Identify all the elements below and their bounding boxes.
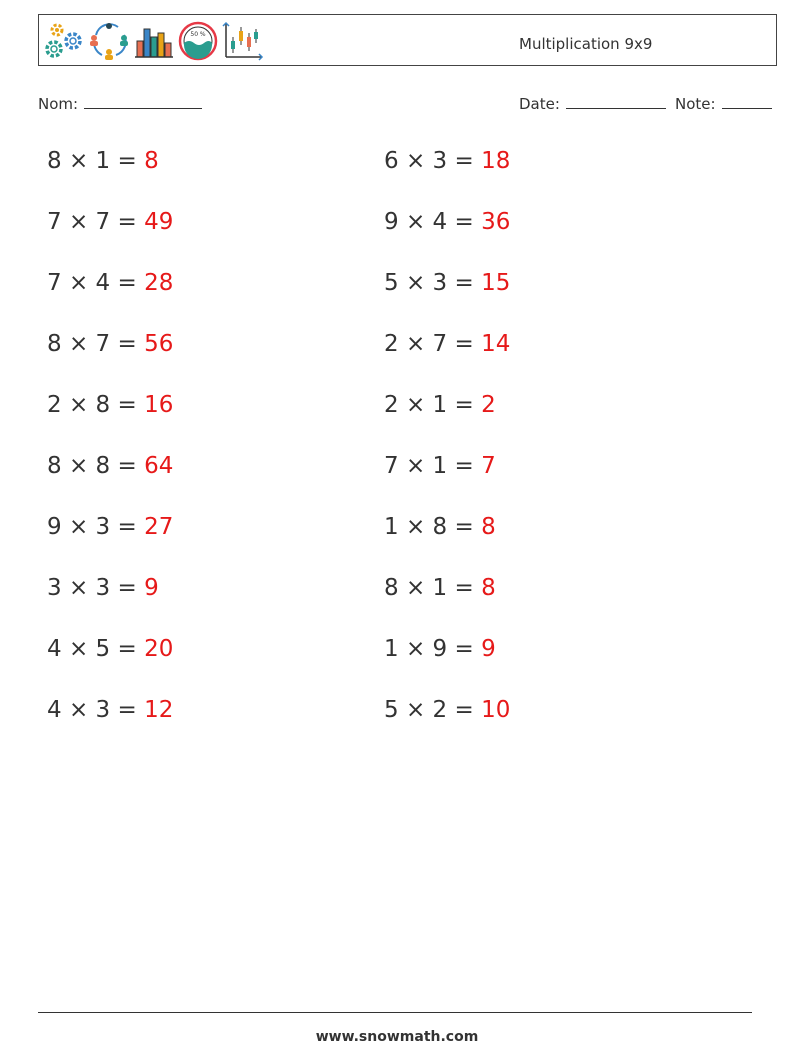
problem-question: 1 × 9 =	[384, 636, 482, 662]
problem-question: 8 × 1 =	[384, 575, 482, 601]
problem-question: 6 × 3 =	[384, 148, 482, 174]
name-blank[interactable]	[84, 94, 202, 109]
problem-question: 7 × 1 =	[384, 453, 482, 479]
problem-question: 8 × 1 =	[47, 148, 145, 174]
problem-question: 2 × 7 =	[384, 331, 482, 357]
header-icons	[44, 21, 264, 61]
problem-answer: 10	[481, 697, 511, 723]
problem-left-2	[47, 209, 173, 235]
gears-icon	[44, 21, 84, 61]
problem-right-9	[384, 636, 496, 662]
problem-answer: 20	[144, 636, 174, 662]
problem-question: 1 × 8 =	[384, 514, 482, 540]
problem-question: 8 × 8 =	[47, 453, 145, 479]
problem-answer: 15	[481, 270, 511, 296]
problem-left-5	[47, 392, 173, 418]
problem-answer: 36	[481, 209, 511, 235]
header-box	[38, 14, 777, 66]
problem-left-3	[47, 270, 173, 296]
problem-right-3	[384, 270, 510, 296]
problem-answer: 8	[481, 514, 496, 540]
problem-answer: 14	[481, 331, 511, 357]
problem-question: 4 × 3 =	[47, 697, 145, 723]
problem-question: 2 × 8 =	[47, 392, 145, 418]
name-label: Nom:	[38, 95, 79, 113]
name-field	[38, 94, 202, 113]
problem-right-7	[384, 514, 496, 540]
date-label: Date:	[519, 95, 560, 113]
problem-right-4	[384, 331, 510, 357]
problem-answer: 16	[144, 392, 174, 418]
problem-answer: 64	[144, 453, 174, 479]
problem-question: 3 × 3 =	[47, 575, 145, 601]
footer-url: www.snowmath.com	[315, 1029, 479, 1045]
problem-right-6	[384, 453, 496, 479]
gauge-label: 50 %	[190, 31, 206, 38]
note-field	[675, 94, 772, 113]
water-gauge-icon	[178, 21, 218, 61]
problem-answer: 12	[144, 697, 174, 723]
problem-answer: 8	[144, 148, 159, 174]
problem-question: 7 × 7 =	[47, 209, 145, 235]
problem-question: 9 × 3 =	[47, 514, 145, 540]
problem-answer: 56	[144, 331, 174, 357]
problem-answer: 9	[481, 636, 496, 662]
problem-answer: 18	[481, 148, 511, 174]
problem-question: 8 × 7 =	[47, 331, 145, 357]
problem-question: 2 × 1 =	[384, 392, 482, 418]
worksheet-title: Multiplication 9x9	[519, 35, 653, 53]
problem-left-7	[47, 514, 173, 540]
problem-question: 4 × 5 =	[47, 636, 145, 662]
bar-chart-icon	[134, 21, 174, 61]
problem-left-1	[47, 148, 159, 174]
date-blank[interactable]	[566, 94, 666, 109]
problem-question: 5 × 3 =	[384, 270, 482, 296]
footer-divider	[38, 1012, 752, 1013]
problem-left-9	[47, 636, 173, 662]
note-label: Note:	[675, 95, 716, 113]
note-blank[interactable]	[722, 94, 772, 109]
problem-right-2	[384, 209, 510, 235]
problem-question: 9 × 4 =	[384, 209, 482, 235]
date-field	[519, 94, 666, 113]
problem-right-1	[384, 148, 510, 174]
problem-answer: 8	[481, 575, 496, 601]
problem-question: 5 × 2 =	[384, 697, 482, 723]
problem-question: 7 × 4 =	[47, 270, 145, 296]
problem-answer: 27	[144, 514, 174, 540]
problem-answer: 7	[481, 453, 496, 479]
problem-answer: 49	[144, 209, 174, 235]
problem-left-6	[47, 453, 173, 479]
people-cycle-icon	[88, 21, 130, 61]
problem-right-10	[384, 697, 510, 723]
candlestick-chart-icon	[222, 21, 264, 61]
problem-answer: 28	[144, 270, 174, 296]
problem-answer: 9	[144, 575, 159, 601]
problem-answer: 2	[481, 392, 496, 418]
problem-right-5	[384, 392, 496, 418]
problem-right-8	[384, 575, 496, 601]
problem-left-8	[47, 575, 159, 601]
problem-left-4	[47, 331, 173, 357]
problem-left-10	[47, 697, 173, 723]
